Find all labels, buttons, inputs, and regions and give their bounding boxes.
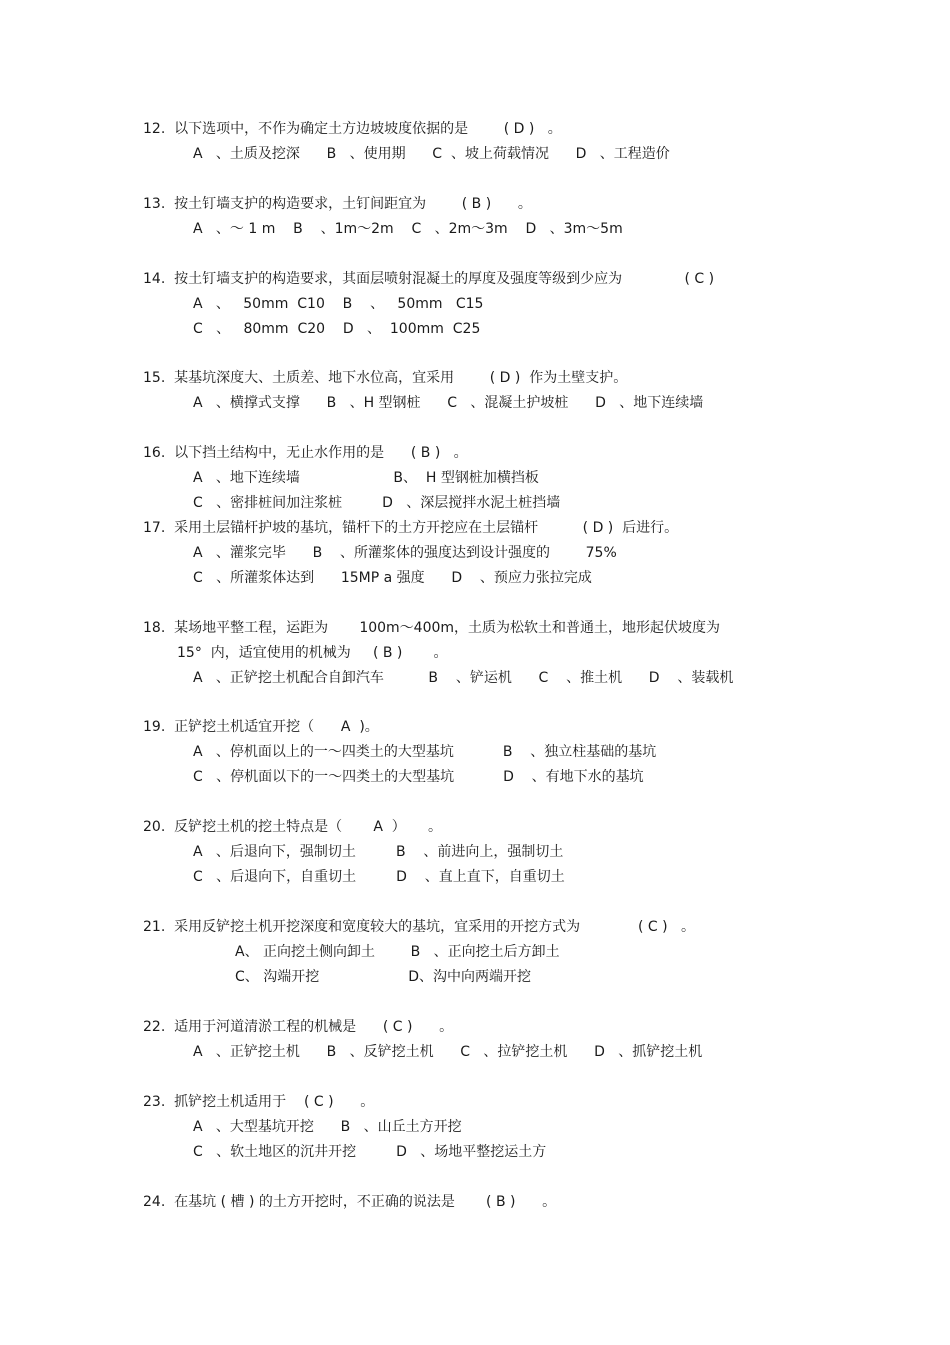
question-16: 16. 以下挡土结构中，无止水作用的是 ( B ) 。 — [143, 445, 468, 461]
question-17-options-ab: A 、灌浆完毕 B 、所灌浆体的强度达到设计强度的 75% — [193, 545, 617, 561]
question-16-options-cd: C 、密排桩间加注浆桩 D 、深层搅拌水泥土桩挡墙 — [193, 495, 561, 511]
question-18-stem-continued: 15° 内，适宜使用的机械为 ( B ) 。 — [177, 645, 448, 661]
question-23: 23. 抓铲挖土机适用于 ( C ) 。 — [143, 1094, 375, 1110]
question-12-options: A 、土质及挖深 B 、使用期 C 、坡上荷载情况 D 、工程造价 — [193, 146, 670, 162]
question-23-options-ab: A 、大型基坑开挖 B 、山丘土方开挖 — [193, 1119, 462, 1135]
question-19-options-cd: C 、停机面以下的一～四类土的大型基坑 D 、有地下水的基坑 — [193, 769, 644, 785]
question-22: 22. 适用于河道清淤工程的机械是 ( C ) 。 — [143, 1019, 454, 1035]
question-20: 20. 反铲挖土机的挖土特点是（ A ） 。 — [143, 819, 443, 835]
question-18: 18. 某场地平整工程，运距为 100m～400m，土质为松软土和普通土，地形起伏坡度为 — [143, 620, 721, 636]
question-14-options-ab: A 、 50mm C10 B 、 50mm C15 — [193, 296, 484, 312]
question-12: 12. 以下选项中，不作为确定土方边坡坡度依据的是 ( D ) 。 — [143, 121, 562, 137]
question-13-options: A 、～ 1 m B 、1m～2m C 、2m～3m D 、3m～5m — [193, 221, 623, 237]
question-13: 13. 按土钉墙支护的构造要求，土钉间距宜为 ( B ) 。 — [143, 196, 532, 212]
question-20-options-ab: A 、后退向下，强制切土 B 、前进向上，强制切土 — [193, 844, 564, 860]
question-21-options-cd: C、 沟端开挖 D、沟中向两端开挖 — [235, 969, 532, 985]
question-15-options: A 、横撑式支撑 B 、H 型钢桩 C 、混凝土护坡桩 D 、地下连续墙 — [193, 395, 704, 411]
question-18-options: A 、正铲挖土机配合自卸汽车 B 、铲运机 C 、推土机 D 、装载机 — [193, 670, 734, 686]
question-16-options-ab: A 、地下连续墙 B、 H 型钢桩加横挡板 — [193, 470, 539, 486]
question-24: 24. 在基坑 ( 槽 ) 的土方开挖时，不正确的说法是 ( B ) 。 — [143, 1194, 557, 1210]
question-17-options-cd: C 、所灌浆体达到 15MP a 强度 D 、预应力张拉完成 — [193, 570, 592, 586]
question-19-options-ab: A 、停机面以上的一～四类土的大型基坑 B 、独立柱基础的基坑 — [193, 744, 657, 760]
question-22-options: A 、正铲挖土机 B 、反铲挖土机 C 、拉铲挖土机 D 、抓铲挖土机 — [193, 1044, 703, 1060]
question-14-options-cd: C 、 80mm C20 D 、 100mm C25 — [193, 321, 481, 337]
question-15: 15. 某基坑深度大、土质差、地下水位高，宜采用 ( D ) 作为土壁支护。 — [143, 370, 628, 386]
question-19: 19. 正铲挖土机适宜开挖（ A )。 — [143, 719, 379, 735]
question-14: 14. 按土钉墙支护的构造要求，其面层喷射混凝土的厚度及强度等级到少应为 ( C ) — [143, 271, 715, 287]
question-21-options-ab: A、 正向挖土侧向卸土 B 、正向挖土后方卸土 — [235, 944, 560, 960]
question-17: 17. 采用土层锚杆护坡的基坑，锚杆下的土方开挖应在土层锚杆 ( D ) 后进行。 — [143, 520, 679, 536]
question-23-options-cd: C 、软土地区的沉井开挖 D 、场地平整挖运土方 — [193, 1144, 547, 1160]
question-20-options-cd: C 、后退向下，自重切土 D 、直上直下，自重切土 — [193, 869, 565, 885]
question-21: 21. 采用反铲挖土机开挖深度和宽度较大的基坑，宜采用的开挖方式为 ( C ) 。 — [143, 919, 695, 935]
